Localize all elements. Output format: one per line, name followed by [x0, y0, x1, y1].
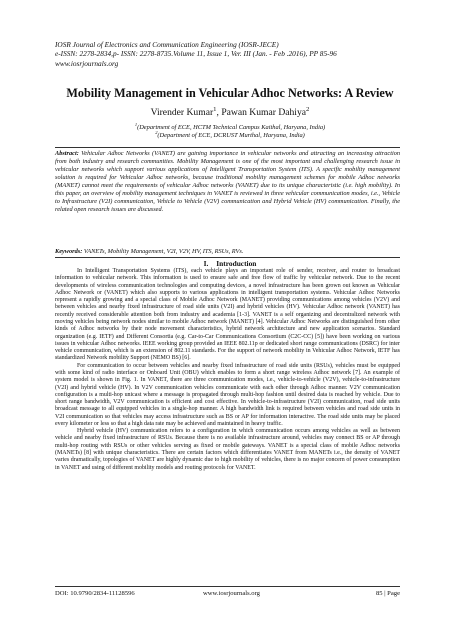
- keywords-text: VANETs, Mobility Management, V2I, V2V, HV, ITS, RSUs, RVs.: [83, 248, 244, 255]
- keywords: [55, 248, 400, 258]
- footer-page-number: 85 | Page: [375, 590, 400, 597]
- body-paragraph: For communication to occur between vehicles and nearby fixed infrastructure of road side units (RSUs), vehicles must be equipped with some kind of radio interface or Onboard Unit (OBU) which enables to form a short range wireless Adhoc network [7]. An example of system model is shown in Fig. 1. In VANET, there are three communication modes, i.e., vehicle-to-vehicle (V2V), vehicle-to-infrastructure (V2I) and hybrid vehicle (HV). In V2V communication vehicles communicate with each other through Adhoc manner. V2V communication configuration is a multi-hop unicast where a message is propagated through multi-hop fashion until desired data is reached by vehicle. Due to short range bandwidth, V2V communication is efficient and cost effective. In vehicle-to-infrastructure (V2I) communication, road side units broadcast message to all equipped vehicles in a single-hop manner. A high bandwidth link is required between vehicles and road side units in V2I communication so that vehicles may access infrastructure such as BS or AP for information interactive. The road side units may be placed every kilometer or less so that a high data rate may be achieved and maintained in heavy traffic.: [55, 362, 400, 427]
- abstract: [55, 147, 400, 214]
- abstract-label: Abstract:: [55, 150, 79, 157]
- section-number: I.: [203, 259, 209, 268]
- footer-doi: DOI: 10.9790/2834-11128596: [55, 590, 135, 597]
- body-paragraph: Hybrid vehicle (HV) communication refers to a configuration in which communication occurs among vehicles as well as between vehicle and nearby fixed infrastructure of RSUs. Because there is no available infrastructure around, vehicles may connect BS or AP through multi-hop routing with RSUs or other vehicles serving as fixed or mobile gateways. VANET is a special class of mobile Adhoc networks (MANETs) [8] with unique characteristics. There are certain factors which differentiates VANET from MANETs i.e., the density of VANET varies dramatically, topologies of VANET are highly dynamic due to high mobility of vehicles, there is no major concern of power consumption in VANET and using of different mobility models and routing protocols for VANET.: [55, 428, 400, 471]
- affiliation-text: (Department of ECE, HCTM Technical Campus Kaithal, Haryana, India): [137, 124, 326, 131]
- journal-header: [55, 40, 405, 68]
- affiliation-line: [55, 121, 405, 132]
- author-separator: ,: [216, 107, 222, 118]
- section-title: Introduction: [216, 259, 257, 268]
- journal-website[interactable]: www.iosrjournals.org: [55, 58, 119, 68]
- author-name: Pawan Kumar Dahiya: [221, 107, 307, 118]
- paper-title: Mobility Management in Vehicular Adhoc Networks: A Review: [66, 86, 394, 100]
- affiliations: [55, 121, 405, 140]
- abstract-text: Vehicular Adhoc Networks (VANET) are gaining importance in vehicular networks and attracting an increasing attraction from both industry and research communities. Mobility Management is one of the most important and challenging research issue in vehicular networks which support various applications of Intelligent Transportation System (ITS). A specific mobility management solution is required for Vehicular Adhoc networks, because traditional mobility management schemes for mobile Adhoc networks (MANET) cannot meet the requirements of vehicular Adhoc networks (VANET) due to its unique characteristic (i.e. high mobility). In this paper, an overview of mobility management techniques in VANET is reviewed in three vehicular communication modes, i.e., Vehicle to Infrastructure (V2I) communication, Vehicle to Vehicle (V2V) communication and Hybrid Vehicle (HV) communication. Finally, the related open research issues are discussed.: [55, 150, 400, 213]
- author-name: Virender Kumar: [150, 107, 214, 118]
- author-affiliation-marker: 2: [306, 105, 310, 113]
- body-paragraph: In Intelligent Transportation Systems (ITS), each vehicle plays an important role of sender, receiver, and router to broadcast information to vehicular network. This information is used to ensure safe and free flow of traffic by vehicular network. Due to the recent developments of wireless communication technologies and computing devices, a novel infrastructure has been grown out known as Vehicular Adhoc Network or (VANET) which also supports to various applications in intelligent transportation systems. Vehicular Adhoc Networks represent a rapidly growing and a special class of Mobile Adhoc Network (MANET) providing communications among vehicles (V2V) and between vehicles and nearby fixed infrastructure of road side units (V2I) and hybrid vehicles (HV). Vehicular Adhoc network (VANET) has recently received considerable attention both from industry and academia [1-3]. VANET is a self organizing and decentralized network with moving vehicles being network nodes similar to mobile Adhoc network (MANET) [4]. Vehicular Adhoc Networks are distinguished from other kinds of Adhoc networks by their node movement characteristics, hybrid network architecture and new application scenarios. Standard organization (e.g. IETF) and Different Consortia (e.g. Car-to-Car Communications Consortium (C2C-CC) [5]) have been working on various issues in vehicular Adhoc networks. IEEE working group provided an IEEE 802.11p or dedicated short range communications (DSRC) for inter vehicle communication, which is an extension of 802.11 standards. For the support of network mobility in Vehicular Adhoc Network, IETF has standardized Network mobility Support (NEMO BS) [6].: [55, 268, 400, 362]
- introduction-body: [55, 268, 400, 472]
- footer-website[interactable]: www.iosrjournals.org: [203, 590, 260, 597]
- page-footer: [55, 586, 400, 597]
- affiliation-marker: 1: [134, 121, 138, 127]
- affiliation-text: (Department of ECE, DCRUST Murthal, Haryana, India): [157, 132, 305, 139]
- journal-issn-line: e-ISSN: 2278-2834,p- ISSN: 2278-8735.Volume 11, Issue 1, Ver. III (Jan. - Feb .2016), PP 85-96: [55, 49, 337, 59]
- section-heading: [55, 259, 405, 268]
- keywords-label: Keywords:: [55, 248, 83, 255]
- affiliation-marker: 2: [155, 129, 158, 135]
- author-affiliation-marker: 1: [213, 105, 217, 113]
- author-line: [55, 107, 405, 118]
- affiliation-line: [55, 129, 405, 140]
- journal-name: IOSR Journal of Electronics and Communication Engineering (IOSR-JECE): [55, 40, 279, 49]
